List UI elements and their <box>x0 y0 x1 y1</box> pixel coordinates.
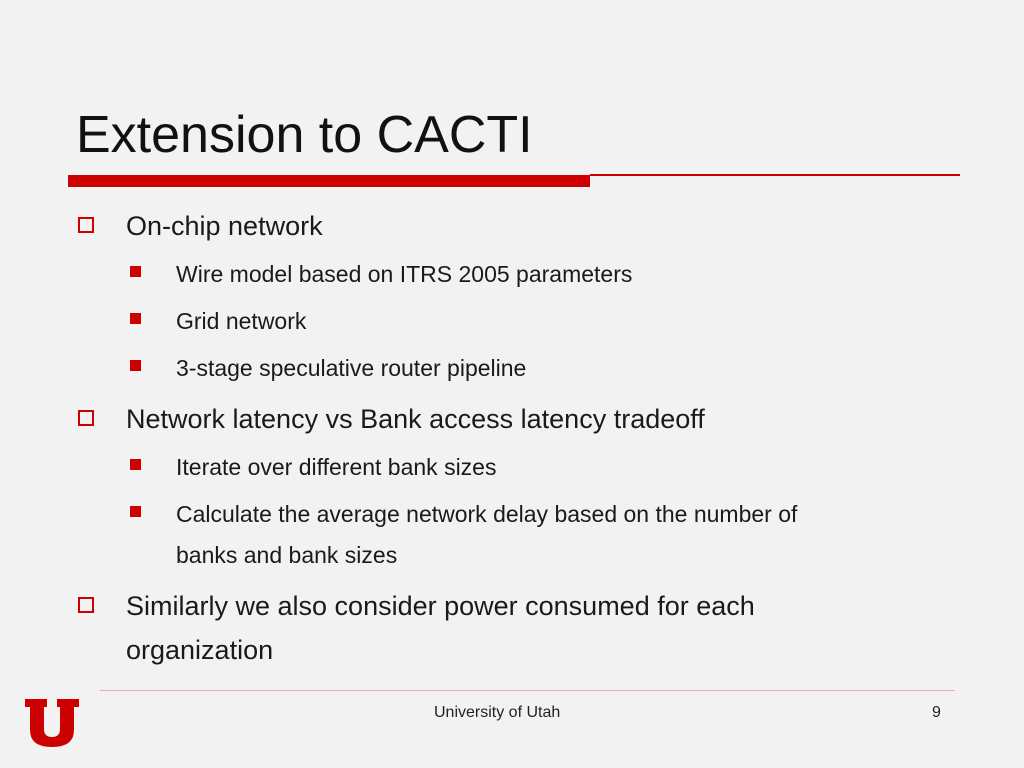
hollow-square-bullet-icon <box>78 597 94 613</box>
sub-bullet-item: Calculate the average network delay based on the number of <box>176 501 798 527</box>
footer-divider <box>100 690 955 691</box>
filled-square-bullet-icon <box>130 360 141 371</box>
title-underline-thick <box>68 175 590 187</box>
hollow-square-bullet-icon <box>78 217 94 233</box>
sub-bullet-item-continuation: banks and bank sizes <box>176 542 398 568</box>
footer-organization: University of Utah <box>434 704 561 721</box>
bullet-item: Similarly we also consider power consumed for each <box>126 591 755 621</box>
page-number: 9 <box>932 704 941 721</box>
bullet-item-continuation: organization <box>126 635 274 665</box>
bullet-item: On-chip network <box>126 211 323 241</box>
slide-title: Extension to CACTI <box>76 106 533 164</box>
university-of-utah-logo-icon <box>25 699 79 747</box>
filled-square-bullet-icon <box>130 459 141 470</box>
title-underline-thin <box>590 174 960 176</box>
sub-bullet-item: Grid network <box>176 308 307 334</box>
bullet-item: Network latency vs Bank access latency tradeoff <box>126 404 705 434</box>
sub-bullet-item: Wire model based on ITRS 2005 parameters <box>176 261 633 287</box>
filled-square-bullet-icon <box>130 506 141 517</box>
filled-square-bullet-icon <box>130 313 141 324</box>
hollow-square-bullet-icon <box>78 410 94 426</box>
filled-square-bullet-icon <box>130 266 141 277</box>
sub-bullet-item: 3-stage speculative router pipeline <box>176 355 527 381</box>
sub-bullet-item: Iterate over different bank sizes <box>176 454 497 480</box>
